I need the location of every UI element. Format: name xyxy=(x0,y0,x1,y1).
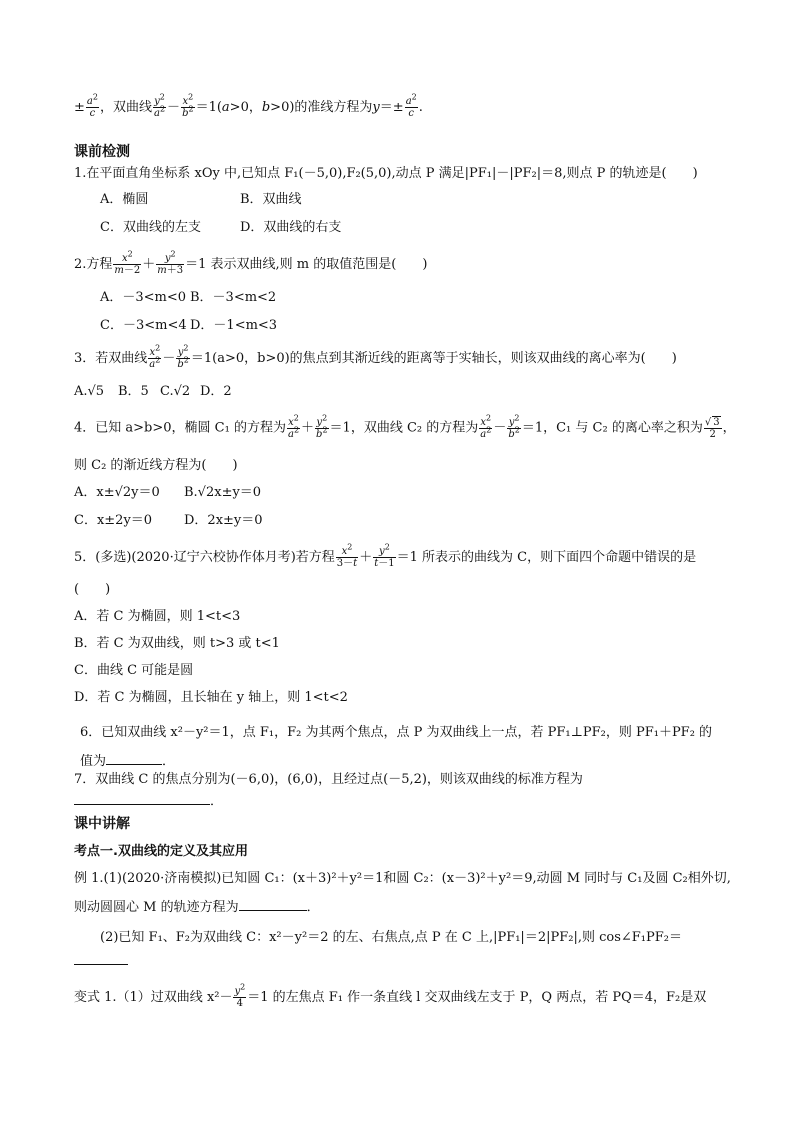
section-title-mid: 课中讲解 xyxy=(74,816,130,832)
example-1-blank xyxy=(74,950,740,972)
q4-option-b: B.√2x±y＝0 xyxy=(184,485,262,500)
question-5-stem: 5．(多选)(2020·辽宁六校协作体月考)若方程 $\frac{x^2}{3-t}$ ＋ $\frac{y^2}{t-1}$ ＝1 所表示的曲线为 C，则下面四个命题中错误的是 xyxy=(74,542,697,569)
q2-option-c: C．－3<m<4 xyxy=(100,318,187,333)
example-1-line-2: 则动圆圆心 M 的轨迹方程为 ． xyxy=(74,896,740,918)
q5-option-a: A．若 C 为椭圆，则 1<t<3 xyxy=(74,609,241,624)
intro-line: ± $\frac{a^2}{c}$ ，双曲线 $\frac{y^2}{a^2}$ － $\frac{x^2}{b^2}$ ＝1(a>0，b>0)的准线方程为y＝± $\frac{a^2}{c}$ . xyxy=(74,92,423,119)
q3-option-d: D．2 xyxy=(200,384,232,399)
q4-option-a: A．x±√2y＝0 xyxy=(74,485,160,500)
question-7-blank: ． xyxy=(74,790,740,812)
question-6-stem: 6．已知双曲线 x²－y²＝1，点 F₁，F₂ 为其两个焦点，点 P 为双曲线上一点，若 PF₁⊥PF₂，则 PF₁＋PF₂ 的 xyxy=(80,725,713,740)
example-1-line-3: (2)已知 F₁、F₂为双曲线 C：x²－y²＝2 的左、右焦点,点 P 在 C 上,|PF₁|＝2|PF₂|,则 cos∠F₁PF₂＝ xyxy=(100,930,682,945)
q3-option-b: B．5 xyxy=(118,384,149,399)
q5-option-c: C．曲线 C 可能是圆 xyxy=(74,663,194,678)
variant-1-line-1: 变式 1.（1）过双曲线 x²－ $\frac{y^2}{4}$ ＝1 的左焦点 F₁ 作一条直线 l 交双曲线左支于 P，Q 两点，若 PQ＝4，F₂是双 xyxy=(74,982,707,1009)
q4-option-c: C．x±2y＝0 xyxy=(74,513,153,528)
question-7-stem: 7．双曲线 C 的焦点分别为(－6,0)，(6,0)，且经过点(－5,2)，则该双曲线的标准方程为 xyxy=(74,772,583,787)
question-1-stem: 1.在平面直角坐标系 xOy 中,已知点 F₁(－5,0),F₂(5,0),动点 P 满足|PF₁|－|PF₂|＝8,则点 P 的轨迹是( ) xyxy=(74,166,698,181)
q5-option-b: B．若 C 为双曲线，则 t>3 或 t<1 xyxy=(74,636,280,651)
q3-option-a: A.√5 xyxy=(74,384,105,399)
q5-option-d: D．若 C 为椭圆，且长轴在 y 轴上，则 1<t<2 xyxy=(74,690,348,705)
question-3-stem: 3．若双曲线 $\frac{x^2}{a^2}$ － $\frac{y^2}{b^2}$ ＝1(a>0，b>0)的焦点到其渐近线的距离等于实轴长，则该双曲线的离心率为( ) xyxy=(74,343,677,370)
topic-1-title: 考点一.双曲线的定义及其应用 xyxy=(74,844,248,859)
q3-option-c: C.√2 xyxy=(160,384,191,399)
question-5-paren: ( ) xyxy=(74,582,111,597)
question-4-stem-2: 则 C₂ 的渐近线方程为( ) xyxy=(74,458,238,473)
section-title-pre: 课前检测 xyxy=(74,144,130,160)
q1-option-a: A．椭圆 xyxy=(100,192,149,207)
question-6-stem-2: 值为 ． xyxy=(80,750,740,772)
q2-option-a: A．－3<m<0 xyxy=(100,290,187,305)
example-1-line-1: 例 1.(1)(2020·济南模拟)已知圆 C₁：(x＋3)²＋y²＝1和圆 C₂：(x－3)²＋y²＝9,动圆 M 同时与 C₁及圆 C₂相外切, xyxy=(74,871,731,886)
q1-option-d: D．双曲线的右支 xyxy=(240,220,342,235)
q2-option-d: D．－1<m<3 xyxy=(190,318,278,333)
q4-option-d: D．2x±y＝0 xyxy=(184,513,263,528)
q2-option-b: B．－3<m<2 xyxy=(190,290,277,305)
q1-option-c: C．双曲线的左支 xyxy=(100,220,201,235)
q1-option-b: B．双曲线 xyxy=(240,192,302,207)
question-4-stem: 4．已知 a>b>0，椭圆 C₁ 的方程为 $\frac{x^2}{a^2}$ ＋ $\frac{y^2}{b^2}$ ＝1，双曲线 C₂ 的方程为 $\frac{x^2}{a^2}$ － $\frac{y^2}{b^2}$ ＝1，C₁ 与 C₂ 的离心率之积为 $\frac{√ 3}{2}$ ， xyxy=(74,413,736,440)
question-2-stem: 2.方程 $\frac{x^2}{m-2}$ ＋ $\frac{y^2}{m+3}$ ＝1 表示双曲线,则 m 的取值范围是( ) xyxy=(74,249,428,276)
